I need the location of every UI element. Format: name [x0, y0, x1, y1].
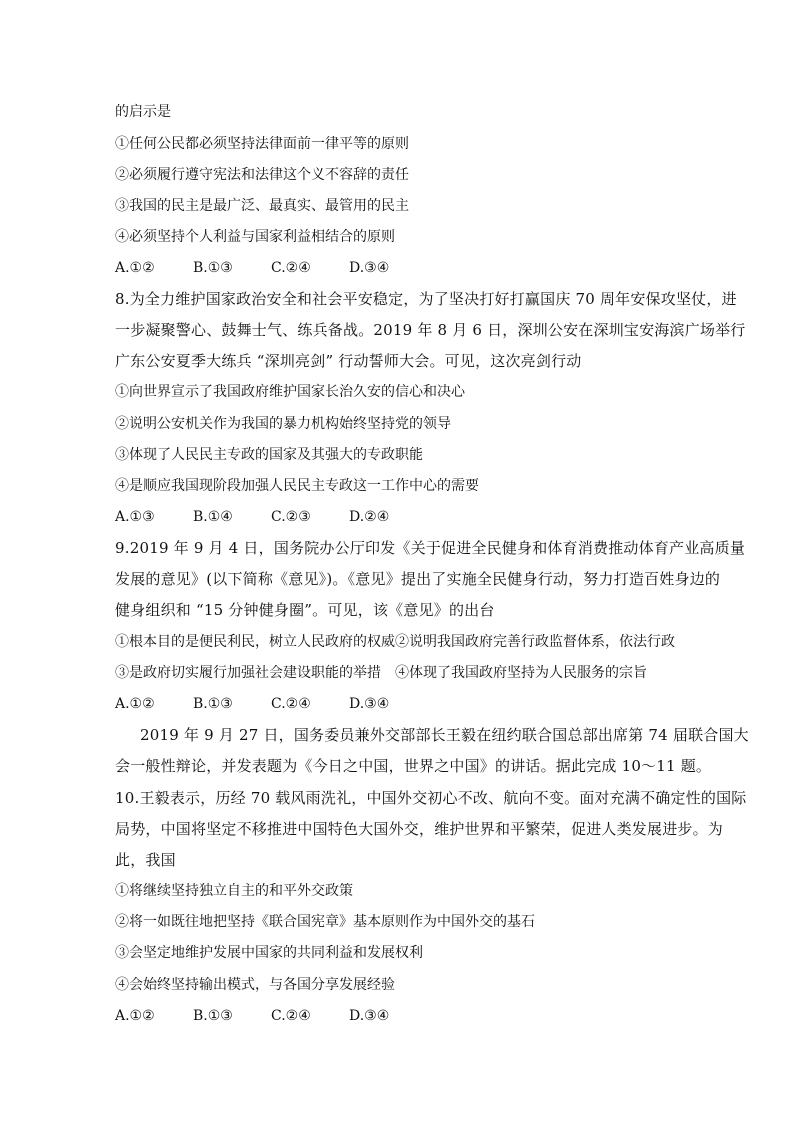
material-line-1: 2019 年 9 月 27 日，国务委员兼外交部部长王毅在纽约联合国总部出席第 74 届联合国大	[140, 726, 749, 744]
q7-option-d: D.③④	[349, 260, 390, 276]
q10-option-a: A.①②	[115, 1008, 155, 1024]
q8-options	[115, 507, 427, 527]
q8-option-c: C.②③	[271, 509, 311, 525]
q7-item-4: ④必须坚持个人利益与国家利益相结合的原则	[115, 229, 395, 245]
q7-option-b: B.①③	[193, 260, 233, 276]
q7-option-c: C.②④	[271, 260, 311, 276]
q9-item-1-2: ①根本目的是便民利民，树立人民政府的权威②说明我国政府完善行政监督体系，依法行政	[115, 634, 675, 650]
q10-stem-line-1: 10.王毅表示，历经 70 载风雨洗礼，中国外交初心不改、航向不变。面对充满不确定性的国际	[115, 789, 747, 807]
q7-item-2: ②必须履行遵守宪法和法律这个义不容辞的责任	[115, 167, 409, 183]
q10-item-4: ④会始终坚持输出模式，与各国分享发展经验	[115, 977, 395, 993]
q9-stem-line-1: 9.2019 年 9 月 4 日，国务院办公厅印发《关于促进全民健身和体育消费推动体育产业高质量	[115, 539, 746, 557]
q9-options	[115, 694, 427, 714]
q9-stem-line-3: 健身组织和 “15 分钟健身圈”。可见，该《意见》的出台	[115, 601, 495, 619]
q9-option-b: B.①③	[193, 696, 233, 712]
q7-stem-tail: 的启示是	[115, 104, 171, 120]
q10-option-c: C.②④	[271, 1008, 311, 1024]
q8-option-a: A.①③	[115, 509, 155, 525]
q8-option-d: D.②④	[349, 509, 390, 525]
q7-item-1: ①任何公民都必须坚持法律面前一律平等的原则	[115, 136, 409, 152]
q9-option-c: C.②④	[271, 696, 311, 712]
q10-item-2: ②将一如既往地把坚持《联合国宪章》基本原则作为中国外交的基石	[115, 914, 535, 930]
q8-item-2: ②说明公安机关作为我国的暴力机构始终坚持党的领导	[115, 416, 451, 432]
q10-option-b: B.①③	[193, 1008, 233, 1024]
q8-item-4: ④是顺应我国现阶段加强人民民主专政这一工作中心的需要	[115, 478, 479, 494]
q10-stem-line-3: 此，我国	[115, 851, 176, 869]
q10-options	[115, 1006, 427, 1026]
q7-options	[115, 258, 427, 278]
q9-option-a: A.①②	[115, 696, 155, 712]
q9-item-3-4: ③是政府切实履行加强社会建设职能的举措 ④体现了我国政府坚持为人民服务的宗旨	[115, 665, 647, 681]
q8-item-3: ③体现了人民民主专政的国家及其强大的专政职能	[115, 447, 423, 463]
material-line-2: 会一般性辩论，并发表题为《今日之中国，世界之中国》的讲话。据此完成 10～11 题。	[115, 757, 712, 775]
q9-option-d: D.③④	[349, 696, 390, 712]
q7-option-a: A.①②	[115, 260, 155, 276]
q10-option-d: D.③④	[349, 1008, 390, 1024]
q7-item-3: ③我国的民主是最广泛、最真实、最管用的民主	[115, 198, 409, 214]
q8-stem-line-2: 一步凝聚警心、鼓舞士气、练兵备战。2019 年 8 月 6 日，深圳公安在深圳宝安海滨广场举行	[115, 321, 746, 339]
q8-stem-line-1: 8.为全力维护国家政治安全和社会平安稳定，为了坚决打好打赢国庆 70 周年安保攻坚仗，进	[115, 290, 737, 308]
q10-item-1: ①将继续坚持独立自主的和平外交政策	[115, 883, 353, 899]
q8-stem-line-3: 广东公安夏季大练兵 “深圳亮剑” 行动誓师大会。可见，这次亮剑行动	[115, 352, 582, 370]
q10-stem-line-2: 局势，中国将坚定不移推进中国特色大国外交，维护世界和平繁荣，促进人类发展进步。为	[115, 820, 724, 838]
q8-option-b: B.①④	[193, 509, 233, 525]
q10-item-3: ③会坚定地维护发展中国家的共同利益和发展权利	[115, 945, 423, 961]
q9-stem-line-2: 发展的意见》(以下简称《意见》)。《意见》提出了实施全民健身行动，努力打造百姓身边的	[115, 570, 721, 588]
q8-item-1: ①向世界宣示了我国政府维护国家长治久安的信心和决心	[115, 384, 465, 400]
